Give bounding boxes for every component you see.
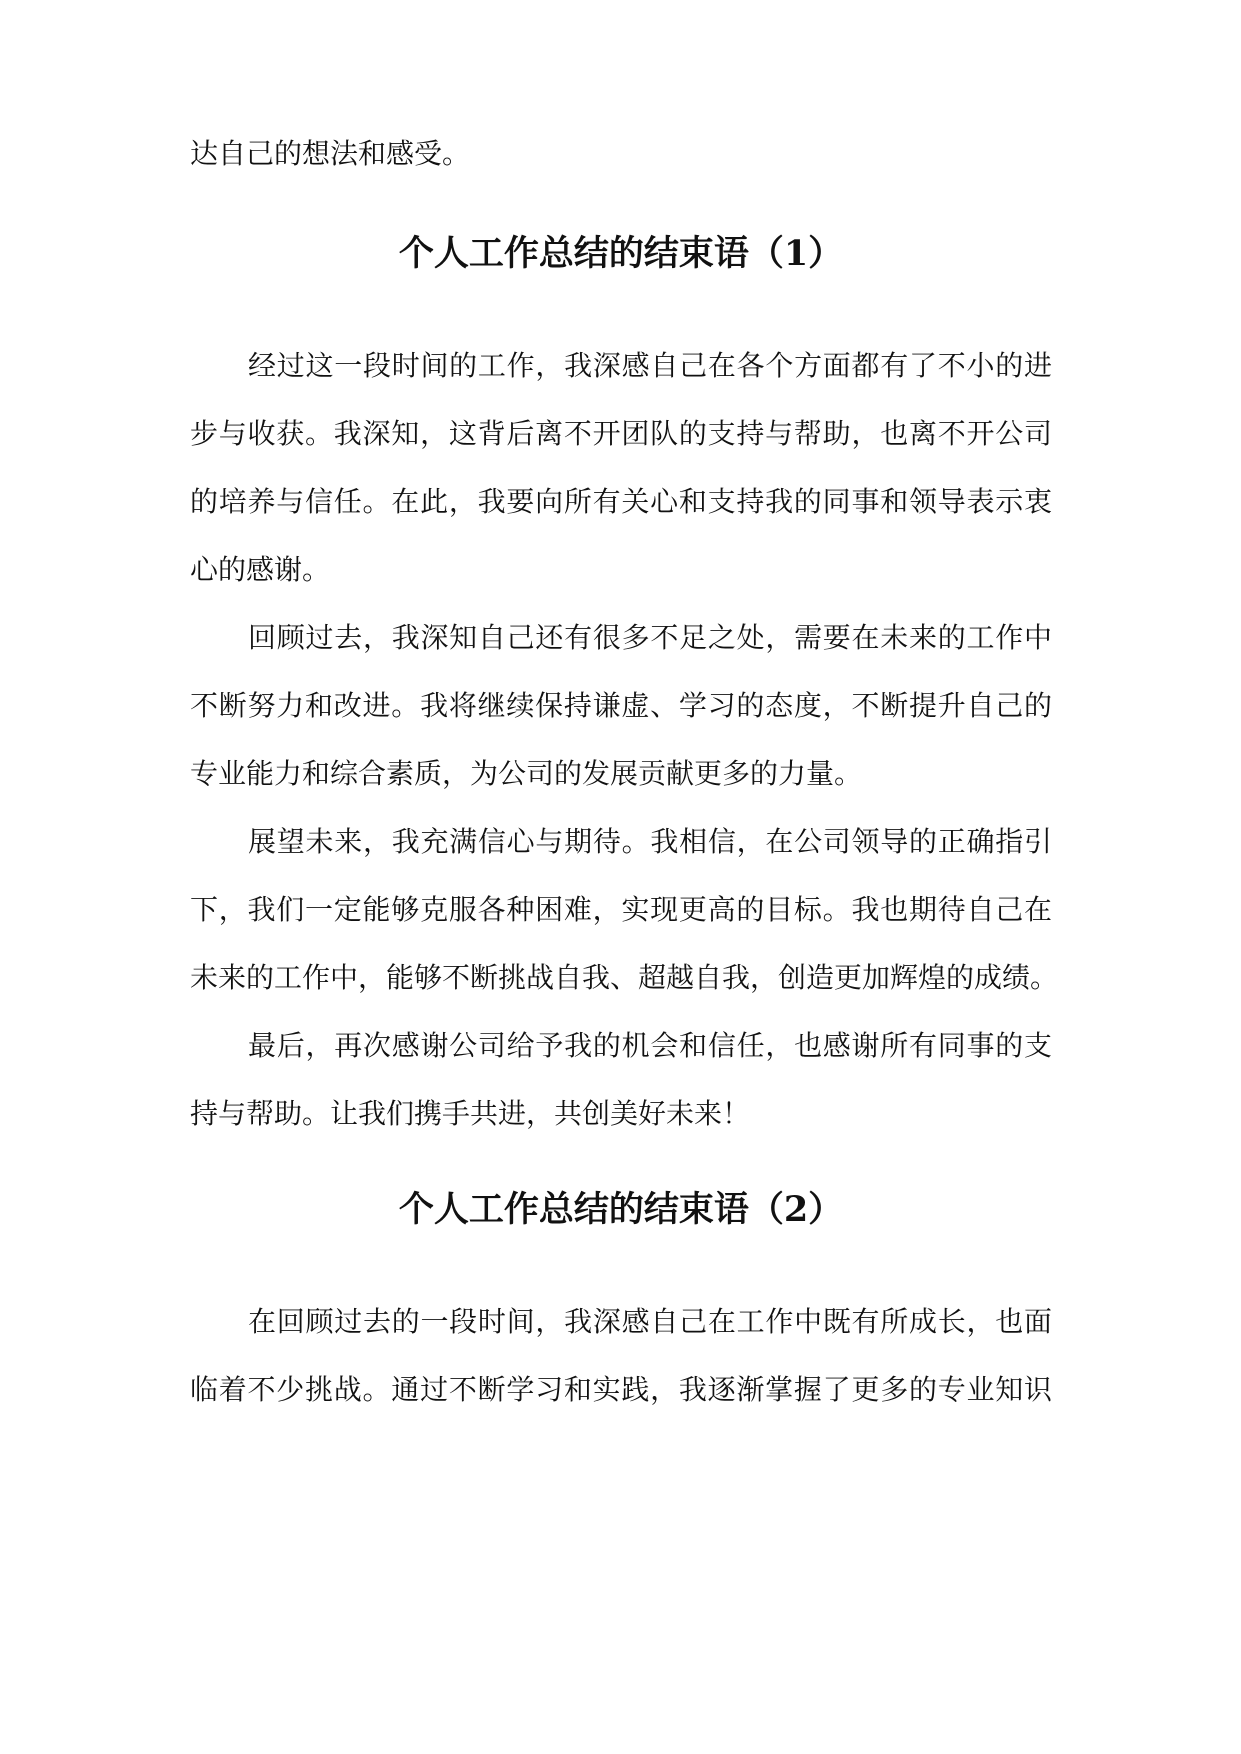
text-line: 未来的工作中，能够不断挑战自我、超越自我，创造更加辉煌的成绩。 [190, 961, 1059, 994]
section-2-paragraph-1 [190, 1300, 1052, 1412]
section-1-paragraph-2 [190, 616, 1052, 796]
continuation-line: 达自己的想法和感受。 [190, 137, 471, 170]
section-2-heading: 个人工作总结的结束语（2） [398, 1189, 844, 1230]
text-line: 展望未来，我充满信心与期待。我相信，在公司领导的正确指引 [248, 825, 1052, 858]
text-line: 在回顾过去的一段时间，我深感自己在工作中既有所成长，也面 [248, 1305, 1052, 1338]
section-1-paragraph-3 [190, 820, 1059, 1000]
section-1-paragraph-1 [190, 344, 1052, 584]
text-line: 的培养与信任。在此，我要向所有关心和支持我的同事和领导表示衷 [190, 485, 1052, 518]
text-line: 最后，再次感谢公司给予我的机会和信任，也感谢所有同事的支 [248, 1029, 1052, 1062]
text-line: 心的感谢。 [190, 553, 331, 586]
section-1-heading: 个人工作总结的结束语（1） [398, 233, 844, 274]
text-line: 经过这一段时间的工作，我深感自己在各个方面都有了不小的进 [248, 349, 1052, 382]
text-line: 持与帮助。让我们携手共进，共创美好未来！ [190, 1097, 751, 1130]
text-line: 步与收获。我深知，这背后离不开团队的支持与帮助，也离不开公司 [190, 417, 1052, 450]
text-line: 下，我们一定能够克服各种困难，实现更高的目标。我也期待自己在 [190, 893, 1052, 926]
text-line: 专业能力和综合素质，为公司的发展贡献更多的力量。 [190, 757, 863, 790]
section-1-paragraph-4 [190, 1024, 1052, 1136]
text-line: 临着不少挑战。通过不断学习和实践，我逐渐掌握了更多的专业知识 [190, 1373, 1052, 1406]
text-line: 不断努力和改进。我将继续保持谦虚、学习的态度，不断提升自己的 [190, 689, 1052, 722]
text-line: 回顾过去，我深知自己还有很多不足之处，需要在未来的工作中 [248, 621, 1052, 654]
